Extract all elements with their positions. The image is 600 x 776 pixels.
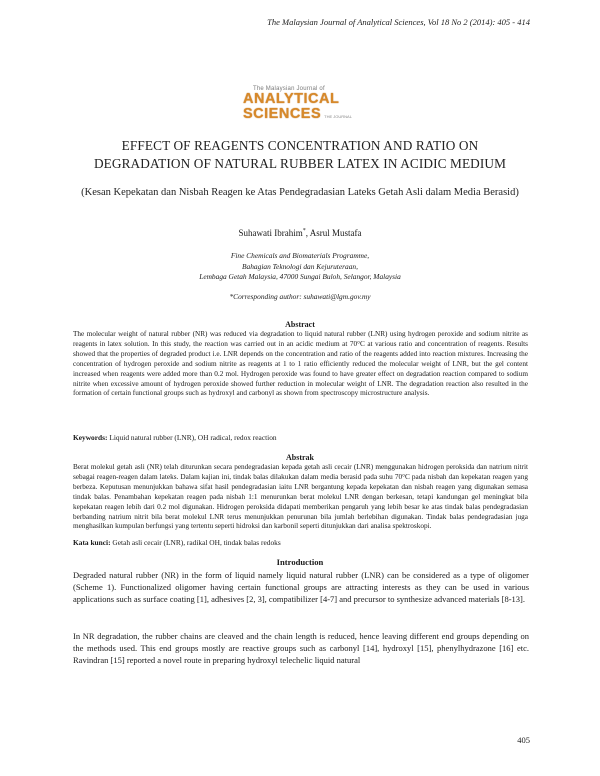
author-separator: , (305, 228, 310, 238)
author-1: Suhawati Ibrahim (238, 228, 303, 238)
keywords-text: Liquid natural rubber (LNR), OH radical, redox reaction (107, 433, 277, 442)
author-2: Asrul Mustafa (309, 228, 362, 238)
title-line1: EFFECT OF REAGENTS CONCENTRATION AND RATIO ON (121, 138, 479, 153)
malay-title: (Kesan Kepekatan dan Nisbah Reagen ke Atas Pendegradasian Lateks Getah Asli dalam Media Berasid) (81, 187, 519, 198)
abstract-heading: Abstract (285, 320, 315, 329)
affiliation-line3: Lembaga Getah Malaysia, 47000 Sungai Buloh, Selangor, Malaysia (199, 272, 401, 281)
logo-line1: ANALYTICAL (243, 91, 340, 107)
introduction-para-2: In NR degradation, the rubber chains are cleaved and the chain length is reduced, hence leaving different end groups depending on the methods used. This end groups mostly are reactive groups such as carbonyl [14], hydroxyl [15], phenylhydrazone [16] etc. Ravindran [15] reported a novel route in preparing hydroxyl telechelic liquid natural (73, 631, 529, 666)
corresponding-author: *Corresponding author: suhawati@lgm.gov.my (229, 292, 371, 301)
introduction-heading: Introduction (276, 557, 324, 567)
logo-line2: SCIENCES (243, 105, 322, 122)
corresponding-mark: * (302, 228, 306, 234)
affiliation (0, 251, 600, 283)
logo-top-text: The Malaysian Journal of (253, 86, 325, 92)
affiliation-line2: Bahagian Teknologi dan Kejuruteraan, (242, 261, 358, 271)
kata-kunci-label: Kata kunci: (73, 538, 111, 547)
paper-title (70, 137, 530, 173)
abstrak-text: Berat molekul getah asli (NR) telah diturunkan secara pendegradasian kepada getah asli cecair (LNR) menggunakan hidrogen peroksida dan natrium nitrit sebagai reagen-reagen dalam lateks. Dalam kajian ini, tindak balas dilakukan dalam media berasid pada suhu 70°C pada nisbah dan kepekatan reagen yang berbeza. Keputusan menunjukkan bahawa sifat hasil pendegradasian iaitu LNR bergantung kepada kepekatan dan nisbah reagen yang digunakan semasa tindak balas. Penambahan kepekatan reagen pada nisbah 1:1 menurunkan berat molekul LNR dengan berkesan, tetapi kandungan gel meningkat bila kepekatan reagen lebih dari 0.2 mol digunakan. Hidrogen peroksida didapati memberikan pengaruh yang lebih besar ke atas tindak balas pendegradasian berbanding natrium nitrit bila berat molekul LNR terus menunjukkan penurunan bila jumlah berlebihan digunakan. Tindak balas pendegradasian juga menghasilkan kumpulan berfungsi yang tertentu seperti hidroksi dan karbonil seperti ditunjukkan dari analisa spektroskopi. (73, 463, 528, 531)
affiliation-line1: Fine Chemicals and Biomaterials Programme, (230, 251, 370, 260)
authors (0, 228, 600, 238)
journal-logo (243, 86, 355, 120)
abstract-text: The molecular weight of natural rubber (NR) was reduced via degradation to liquid natural rubber (LNR) using hydrogen peroxide and sodium nitrite as reagents in latex solution. In this study, the reaction was carried out in an acidic medium at 70°C at various ratio and concentration of reagents. Results showed that the properties of degraded product i.e. LNR depends on the concentration and ratio of the reagents added into reaction mixtures. Increasing the concentration of hydrogen peroxide and sodium nitrite as reagents at 1 to 1 ratio efficiently reduced the molecular weight of LNR, but the gel content increased when reagents were added more than 0.2 mol. Hydrogen peroxide was found to have greater effect on degradation reaction compared to sodium nitrite when excessive amount of hydrogen peroxide showed further reduction in molecular weight of LNR. The degradation reaction also resulted in the formation of certain functional groups such as hydroxyl and carbonyl as shown from spectroscopy microstructure analysis. (73, 330, 528, 398)
abstrak-heading: Abstrak (285, 453, 314, 462)
page-number: 405 (517, 735, 530, 745)
keywords-label: Keywords: (73, 433, 108, 442)
title-line2: DEGRADATION OF NATURAL RUBBER LATEX IN ACIDIC MEDIUM (93, 156, 507, 171)
keywords (73, 433, 528, 442)
journal-header: The Malaysian Journal of Analytical Sciences, Vol 18 No 2 (2014): 405 - 414 (267, 17, 530, 27)
kata-kunci-text: Getah asli cecair (LNR), radikal OH, tindak balas redoks (110, 538, 281, 547)
introduction-para-1: Degraded natural rubber (NR) in the form of liquid namely liquid natural rubber (LNR) can be considered as a type of oligomer (Scheme 1). Functionalized oligomer having certain functional groups are attracting interests as they can be used in various applications such as surface coating [1], adhesives [2, 3], compatibilizer [4-7] and precursor to synthesize advanced materials [8-13]. (73, 570, 529, 605)
logo-tiny-text: THE JOURNAL (324, 114, 352, 119)
kata-kunci (73, 538, 528, 547)
